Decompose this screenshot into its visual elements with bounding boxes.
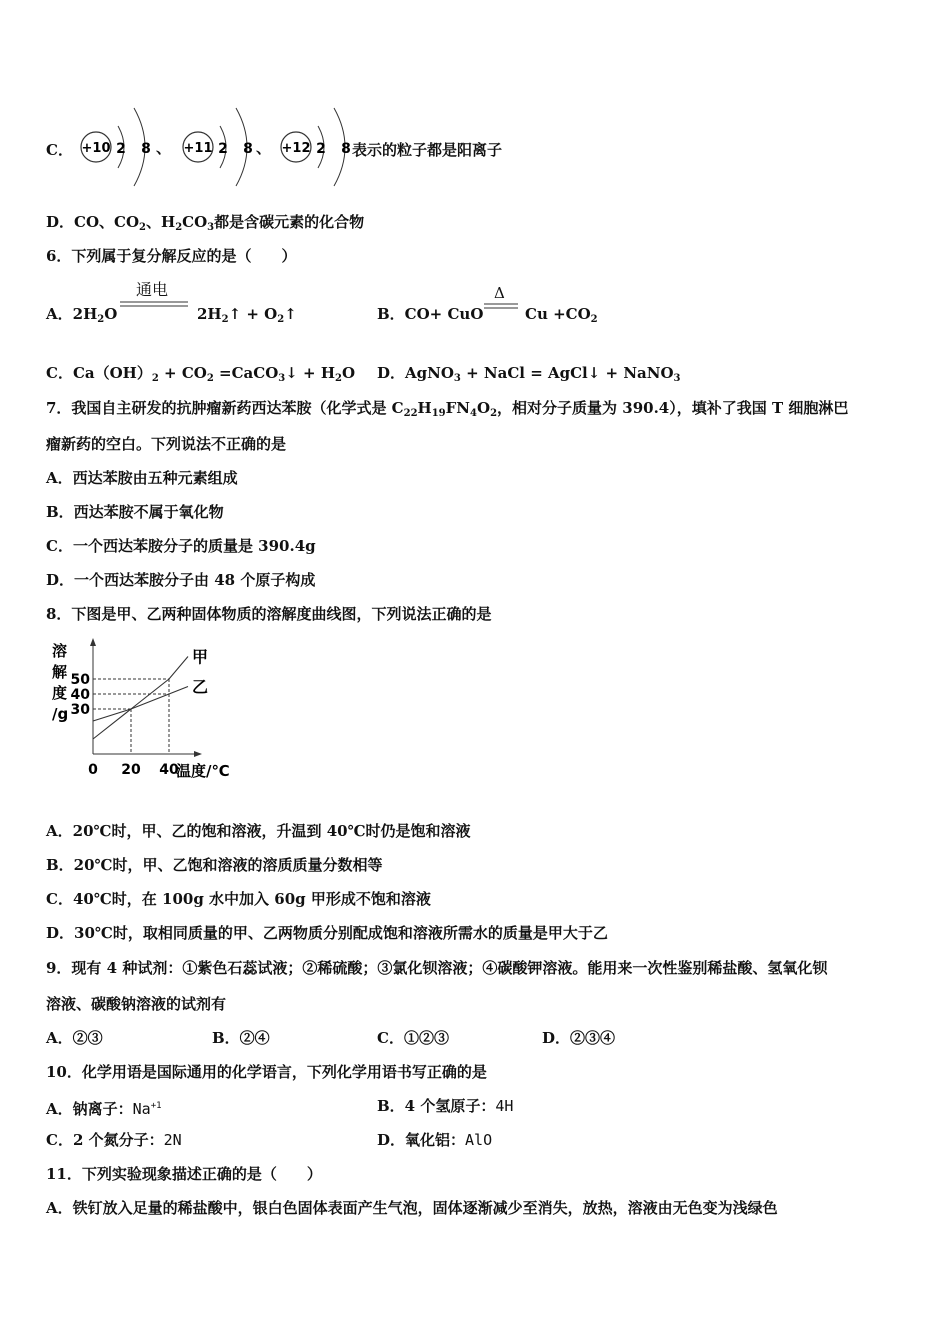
q9-option-d: D．②③④ bbox=[542, 1029, 616, 1047]
x-tick-label: 0 bbox=[88, 762, 98, 778]
y-label-char: 度 bbox=[52, 684, 68, 702]
q9-option-c: C．①②③ bbox=[377, 1029, 449, 1047]
q9-stem-line1: 9．现有 4 种试剂：①紫色石蕊试液；②稀硫酸；③氯化钡溶液；④碳酸钾溶液。能用来一次性鉴别稀盐酸、氢氧化钡 bbox=[46, 959, 828, 977]
equal-sign-arrow bbox=[120, 300, 190, 308]
q7-option-c: C．一个西达苯胺分子的质量是 390.4g bbox=[46, 537, 316, 555]
q11-stem: 11．下列实验现象描述正确的是（ ） bbox=[46, 1165, 322, 1183]
separator: 、 bbox=[156, 139, 172, 157]
series-label: 甲 bbox=[192, 647, 209, 667]
q10-option-b: B．4 个氢原子：4H bbox=[377, 1097, 514, 1115]
y-tick-label: 30 bbox=[70, 702, 90, 718]
q10-option-c: C．2 个氮分子：2N bbox=[46, 1131, 182, 1149]
y-axis-arrow bbox=[90, 638, 96, 646]
q9-option-a: A．②③ bbox=[46, 1029, 103, 1047]
q6-option-a: A．$2H_2O$ bbox=[46, 305, 118, 325]
q11-option-a: A．铁钉放入足量的稀盐酸中，银白色固体表面产生气泡，固体逐渐减少至消失，放热，溶液由无色变为浅绿色 bbox=[46, 1199, 778, 1217]
q6-b-products: $Cu +CO_2$ bbox=[525, 305, 598, 325]
q6-option-d: D．AgNO$_3$ + NaCl = AgCl↓ + NaNO$_3$ bbox=[377, 364, 681, 384]
y-label-char: /g bbox=[52, 705, 69, 723]
q8-option-b: B．20℃时，甲、乙饱和溶液的溶质质量分数相等 bbox=[46, 856, 383, 874]
x-axis-label: 温度/℃ bbox=[176, 762, 230, 780]
series-line-yi bbox=[93, 687, 188, 722]
nucleus-charge: +12 bbox=[281, 141, 311, 156]
nucleus-charge: +11 bbox=[183, 141, 213, 156]
q6-a-products: $2H_2↑$ + $O_2↑$ bbox=[197, 305, 297, 325]
q9-option-b: B．②④ bbox=[212, 1029, 270, 1047]
y-tick-label: 40 bbox=[70, 687, 90, 703]
q10-option-d: D．氧化铝：AlO bbox=[377, 1131, 493, 1149]
q5-option-c-label: C． bbox=[46, 141, 73, 159]
q9-stem-line2: 溶液、碳酸钠溶液的试剂有 bbox=[46, 995, 227, 1013]
solubility-curve-chart bbox=[44, 636, 244, 786]
q6-stem: 6．下列属于复分解反应的是（ ） bbox=[46, 247, 297, 265]
atom-structure-diagram-2 bbox=[174, 102, 258, 192]
q5-option-c-text: 表示的粒子都是阳离子 bbox=[352, 141, 503, 159]
q6-option-c: C．$Ca(OH)_2 + CO_2$ =CaCO$_3$↓ + $H_2O$ bbox=[46, 364, 356, 384]
q6-b-condition: Δ bbox=[494, 284, 505, 302]
x-tick-label: 20 bbox=[121, 762, 141, 778]
q7-option-a: A．西达苯胺由五种元素组成 bbox=[46, 469, 238, 487]
shell-1-count: 2 bbox=[116, 141, 126, 157]
shell-1-count: 2 bbox=[316, 141, 326, 157]
atom-structure-diagram-1 bbox=[72, 102, 156, 192]
equal-sign-arrow bbox=[484, 302, 520, 310]
separator: 、 bbox=[256, 139, 272, 157]
q6-a-condition: 通电 bbox=[136, 280, 169, 299]
shell-2-count: 8 bbox=[341, 141, 351, 157]
q10-option-a: A．钠离子：$Na^{+1}$ bbox=[46, 1100, 162, 1118]
x-tick-label: 40 bbox=[159, 762, 179, 778]
q7-stem-line1: 7．我国自主研发的抗肿瘤新药西达苯胺（化学式是 $C_{22}H_{19}FN_4O_2$，相对分子质量为 390.4），填补了我国 T 细胞淋巴 bbox=[46, 399, 849, 419]
series-line-jia bbox=[93, 657, 188, 740]
y-label-char: 解 bbox=[52, 663, 68, 681]
q7-option-d: D．一个西达苯胺分子由 48 个原子构成 bbox=[46, 571, 316, 589]
q8-option-c: C．40℃时，在 100g 水中加入 60g 甲形成不饱和溶液 bbox=[46, 890, 431, 908]
x-axis-arrow bbox=[194, 751, 202, 757]
q10-stem: 10．化学用语是国际通用的化学语言，下列化学用语书写正确的是 bbox=[46, 1063, 487, 1081]
y-axis-label bbox=[52, 642, 68, 723]
q8-option-d: D．30℃时，取相同质量的甲、乙两物质分别配成饱和溶液所需水的质量是甲大于乙 bbox=[46, 924, 608, 942]
series-label: 乙 bbox=[192, 677, 209, 697]
shell-1-count: 2 bbox=[218, 141, 228, 157]
q7-stem-line2: 瘤新药的空白。下列说法不正确的是 bbox=[46, 435, 287, 453]
q5-option-d: D．CO、$CO_2$、$H_2CO_3$都是含碳元素的化合物 bbox=[46, 213, 365, 233]
q8-option-a: A．20℃时，甲、乙的饱和溶液，升温到 40℃时仍是饱和溶液 bbox=[46, 822, 471, 840]
atom-structure-diagram-3 bbox=[272, 102, 356, 192]
q7-option-b: B．西达苯胺不属于氧化物 bbox=[46, 503, 224, 521]
y-label-char: 溶 bbox=[52, 642, 68, 660]
q6-option-b: B．CO+ CuO bbox=[377, 305, 484, 323]
shell-2-count: 8 bbox=[243, 141, 253, 157]
q8-stem: 8．下图是甲、乙两种固体物质的溶解度曲线图，下列说法正确的是 bbox=[46, 605, 492, 623]
shell-2-count: 8 bbox=[141, 141, 151, 157]
y-tick-label: 50 bbox=[70, 672, 90, 688]
nucleus-charge: +10 bbox=[81, 141, 111, 156]
